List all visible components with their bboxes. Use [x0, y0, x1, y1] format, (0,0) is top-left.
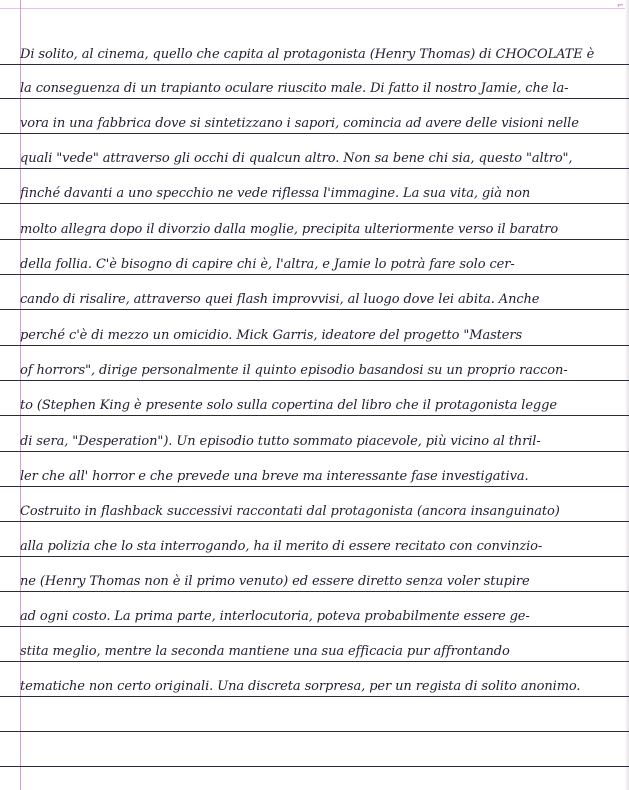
ruled-line — [0, 347, 629, 381]
text-line: molto allegra dopo il divorzio dalla moglie, precipita ulteriormente verso il baratro — [20, 222, 559, 237]
ruled-line — [0, 453, 629, 487]
top-margin-line — [0, 8, 629, 9]
ruled-line — [0, 767, 629, 790]
text-line: to (Stephen King è presente solo sulla copertina del libro che il protagonista legge — [20, 398, 557, 413]
ruled-line — [0, 418, 629, 452]
ruled-line — [0, 100, 629, 134]
ruled-line — [0, 382, 629, 416]
ruled-line — [0, 241, 629, 275]
text-line: Di solito, al cinema, quello che capita al protagonista (Henry Thomas) di CHOCOLATE è — [20, 47, 595, 62]
text-line: perché c'è di mezzo un omicidio. Mick Garris, ideatore del progetto "Masters — [20, 328, 523, 343]
ruled-line — [0, 135, 629, 169]
text-line: ler che all' horror e che prevede una breve ma interessante fase investigativa. — [20, 469, 529, 484]
text-line: of horrors", dirige personalmente il quinto episodio basandosi su un proprio raccon- — [20, 363, 568, 378]
ruled-line — [0, 628, 629, 662]
ruled-line — [0, 31, 629, 65]
ruled-line — [0, 558, 629, 592]
text-line: Costruito in flashback successivi raccontati dal protagonista (ancora insanguinato) — [20, 504, 560, 519]
ruled-line — [0, 733, 629, 767]
text-line: tematiche non certo originali. Una discreta sorpresa, per un regista di solito anonimo. — [20, 679, 581, 694]
ruled-line — [0, 663, 629, 697]
text-line: ad ogni costo. La prima parte, interlocutoria, poteva probabilmente essere ge- — [20, 609, 530, 624]
ruled-line — [0, 593, 629, 627]
text-line: la conseguenza di un trapianto oculare riuscito male. Di fatto il nostro Jamie, che la- — [20, 81, 569, 96]
ruled-line — [0, 65, 629, 99]
corner-tick-icon: ⌐ — [617, 1, 624, 10]
text-line: vora in una fabbrica dove si sintetizzano i sapori, comincia ad avere delle visioni nelle — [20, 116, 579, 131]
ruled-line — [0, 488, 629, 522]
text-line: quali "vede" attraverso gli occhi di qualcun altro. Non sa bene chi sia, questo "altro", — [20, 151, 573, 166]
ruled-line — [0, 312, 629, 346]
text-line: ne (Henry Thomas non è il primo venuto) ed essere diretto senza voler stupire — [20, 574, 530, 589]
text-line: stita meglio, mentre la seconda mantiene una sua efficacia pur affrontando — [20, 644, 510, 659]
ruled-line — [0, 206, 629, 240]
ruled-line — [0, 170, 629, 204]
text-line: finché davanti a uno specchio ne vede riflessa l'immagine. La sua vita, già non — [20, 186, 531, 201]
ruled-line — [0, 276, 629, 310]
text-line: alla polizia che lo sta interrogando, ha il merito di essere recitato con convinzio- — [20, 539, 543, 554]
text-line: di sera, "Desperation"). Un episodio tutto sommato piacevole, più vicino al thril- — [20, 434, 541, 449]
text-line: cando di risalire, attraverso quei flash improvvisi, al luogo dove lei abita. Anche — [20, 292, 540, 307]
ruled-line — [0, 523, 629, 557]
ruled-line — [0, 698, 629, 732]
text-line: della follia. C'è bisogno di capire chi è, l'altra, e Jamie lo potrà fare solo cer- — [20, 257, 515, 272]
